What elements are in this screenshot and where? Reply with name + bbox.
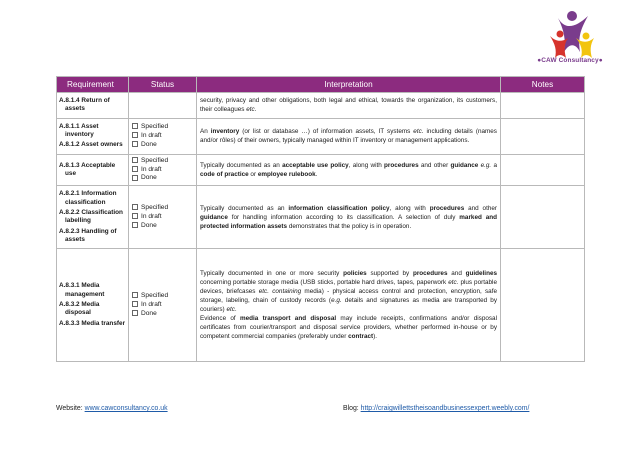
status-cell [129, 118, 197, 154]
table-header-row [57, 77, 585, 93]
status-option [132, 204, 193, 213]
requirement-item: A.8.2.3 Handling of assets [59, 227, 117, 243]
status-checkbox[interactable] [132, 141, 138, 147]
interpretation-text: guidance [200, 213, 228, 221]
interpretation-text: e.g. [480, 161, 492, 169]
notes-cell[interactable] [501, 93, 585, 119]
requirement-item: A.8.3.2 Media disposal [59, 301, 100, 317]
status-checkbox[interactable] [132, 213, 138, 219]
interpretation-text: and other [418, 161, 451, 169]
interpretation-cell [197, 186, 501, 249]
table-row [57, 93, 585, 119]
interpretation-text: information classification policy [288, 204, 390, 212]
status-option [132, 310, 193, 319]
status-checkbox[interactable] [132, 292, 138, 298]
footer-blog [343, 405, 529, 412]
interpretation-text: etc [413, 128, 422, 136]
interpretation-text: media transport and disposal [240, 315, 337, 323]
status-checkbox[interactable] [132, 132, 138, 138]
interpretation-text: etc [226, 306, 235, 314]
requirement-item: A.8.3.3 Media transfer [59, 319, 126, 327]
notes-cell[interactable] [501, 154, 585, 186]
status-option-label: Done [141, 221, 157, 229]
status-checkbox[interactable] [132, 222, 138, 228]
requirement-item: A.8.2.2 Classification labelling [59, 208, 123, 225]
interpretation-text: inventory [210, 128, 240, 136]
notes-cell[interactable] [501, 118, 585, 154]
status-option [132, 141, 193, 150]
status-checkbox[interactable] [132, 157, 138, 163]
interpretation-text: . including details (names and/or rôles) of their owners, typically managed within IT inventory or management applications. [200, 128, 497, 145]
status-cell [129, 186, 197, 249]
interpretation-text: marked and protected information assets [200, 213, 498, 230]
requirement-item: A.8.2.1 Information classification [59, 190, 117, 206]
status-checkbox[interactable] [132, 166, 138, 172]
requirement-item: A.8.1.3 Acceptable use [59, 161, 116, 177]
status-option [132, 132, 193, 141]
interpretation-text: media) - physical access control and protection, encryption, safe storage, labeling, chain of custody records ( [200, 288, 497, 305]
status-cell [129, 154, 197, 186]
interpretation-text: or [248, 170, 258, 178]
status-checkbox[interactable] [132, 204, 138, 210]
interpretation-text: etc. [448, 279, 459, 287]
interpretation-text: supported by [366, 270, 413, 278]
interpretation-text: and other [464, 204, 498, 212]
requirement-item: A.8.1.2 Asset owners [59, 141, 123, 149]
notes-cell[interactable] [501, 186, 585, 249]
status-option-label: Done [141, 309, 157, 317]
status-option [132, 292, 193, 301]
interpretation-cell [197, 118, 501, 154]
interpretation-cell [197, 154, 501, 186]
status-cell [129, 93, 197, 119]
interpretation-text: acceptable use policy [282, 161, 349, 169]
table-row [57, 154, 585, 186]
interpretation-text: etc [246, 106, 255, 114]
requirement-cell [57, 249, 129, 362]
status-checkbox[interactable] [132, 301, 138, 307]
column-header-notes: Notes [501, 77, 585, 93]
notes-cell[interactable] [501, 249, 585, 362]
requirement-cell [57, 93, 129, 119]
interpretation-cell [197, 249, 501, 362]
status-option [132, 157, 193, 166]
status-option-label: Done [141, 174, 157, 182]
interpretation-text: and [447, 270, 466, 278]
status-option-label: Specified [141, 156, 169, 164]
status-option [132, 123, 193, 132]
interpretation-text: (or list or database …) of information assets, IT systems [239, 128, 414, 136]
interpretation-text: etc. containing [258, 288, 302, 296]
requirement-cell [57, 118, 129, 154]
interpretation-text: guidelines [465, 270, 497, 278]
interpretation-text: Typically documented as an [200, 161, 283, 169]
requirements-table [56, 76, 585, 362]
interpretation-text: details and signatures as media are transported by couriers) [200, 297, 497, 314]
status-option [132, 222, 193, 231]
status-option-label: Specified [141, 291, 169, 299]
logo-figure-red-head [557, 31, 564, 38]
interpretation-text: Typically documented in one or more security [200, 270, 344, 278]
interpretation-text: security, privacy and other obligations, both legal and ethical, towards the organization, its customers, their colleagues [200, 97, 497, 114]
status-cell [129, 249, 197, 362]
status-checkbox[interactable] [132, 123, 138, 129]
interpretation-text: contract [348, 333, 374, 341]
status-option-label: In draft [141, 300, 162, 308]
interpretation-text: procedures [412, 270, 448, 278]
table-row [57, 118, 585, 154]
logo-text: ●CAW Consultancy● [537, 57, 603, 64]
status-option-label: Specified [141, 203, 169, 211]
interpretation-text: policies [343, 270, 367, 278]
interpretation-text: Typically documented as an [200, 204, 289, 212]
interpretation-text: for handling information according to its classification. A selection of duly [227, 213, 460, 221]
status-option-label: Done [141, 140, 157, 148]
requirement-cell [57, 186, 129, 249]
status-option [132, 174, 193, 183]
requirement-item: A.8.3.1 Media management [59, 282, 105, 298]
column-header-interpretation: Interpretation [197, 77, 501, 93]
interpretation-text: guidance [450, 161, 479, 169]
requirement-item: A.8.1.4 Return of assets [59, 97, 110, 113]
interpretation-text: procedures [429, 204, 465, 212]
status-option-label: In draft [141, 165, 162, 173]
interpretation-text: procedures [384, 161, 419, 169]
status-option [132, 166, 193, 175]
column-header-requirement: Requirement [57, 77, 129, 93]
column-header-status: Status [129, 77, 197, 93]
status-option [132, 301, 193, 310]
interpretation-text: An [200, 128, 211, 136]
interpretation-text: e.g. [331, 297, 342, 305]
status-option-label: In draft [141, 131, 162, 139]
table-row [57, 249, 585, 362]
status-option-label: In draft [141, 212, 162, 220]
interpretation-cell [197, 93, 501, 119]
interpretation-text: code of practice [200, 170, 249, 178]
footer-website [56, 405, 168, 412]
logo-figure-yellow-head [583, 33, 590, 40]
requirement-item: A.8.1.1 Asset inventory [59, 122, 99, 138]
footer-website-label: Website: [56, 405, 85, 412]
interpretation-text: concerning portable storage media (USB sticks, portable hard drives, tapes, paperwork [200, 279, 449, 287]
interpretation-text: employee rulebook [257, 170, 316, 178]
status-option [132, 213, 193, 222]
footer-blog-link[interactable]: http://craigwillettstheisoandbusinessexpert.weebly.com/ [360, 405, 530, 412]
status-checkbox[interactable] [132, 310, 138, 316]
interpretation-text: a [491, 161, 497, 169]
interpretation-text: plus portable devices, briefcases [200, 279, 497, 296]
interpretation-text: ). [373, 333, 378, 341]
status-checkbox[interactable] [132, 175, 138, 181]
requirement-cell [57, 154, 129, 186]
interpretation-text: , along with [389, 204, 430, 212]
table-row [57, 186, 585, 249]
status-option-label: Specified [141, 122, 169, 130]
interpretation-text: . [234, 306, 237, 314]
interpretation-text: , along with [348, 161, 385, 169]
interpretation-text: Evidence of [200, 315, 240, 323]
interpretation-text: . [254, 106, 257, 114]
footer-blog-label: Blog: [343, 405, 361, 412]
footer-website-link[interactable]: www.cawconsultancy.co.uk [84, 405, 168, 412]
interpretation-text: . [315, 170, 318, 178]
interpretation-text: demonstrates that the policy is in operation. [287, 222, 412, 230]
logo-figure-head [567, 11, 577, 21]
interpretation-text: may include receipts, confirmations and/or disposal certificates from courier/transport and disposal service providers, whether performed in-house or by competent commercial companies (preferably under [200, 315, 497, 341]
